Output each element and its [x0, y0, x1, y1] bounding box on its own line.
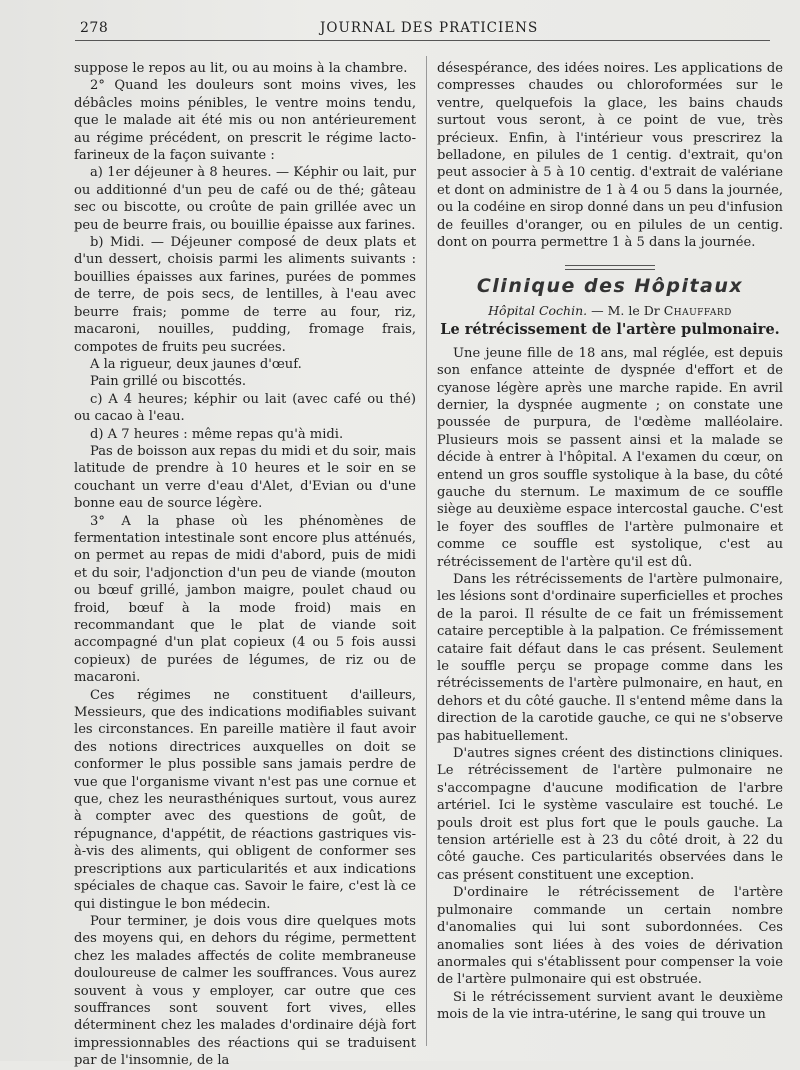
- paragraph: Pour terminer, je dois vous dire quelques mots des moyens qui, en dehors du régime, permettent chez les malades affectés de colite membraneuse douloureuse de calmer les souffrances. Vous aurez souvent à vous y employer, car outre que ces souffrances sont souvent fort vives, elles déterminent chez les malades d'ordinaire déjà fort impressionnables des réactions qui se traduisent par de l'insomnie, de la: [74, 913, 416, 1069]
- paragraph: a) 1er déjeuner à 8 heures. — Képhir ou lait, pur ou additionné d'un peu de café ou de thé; gâteau sec ou biscotte, ou croûte de pain grillée avec un peu de beurre frais, ou bouillie épaisse aux farines.: [74, 165, 416, 233]
- byline-text: — M. le Dr: [587, 302, 664, 318]
- paragraph: Dans les rétrécissements de l'artère pulmonaire, les lésions sont d'ordinaire superficielles et proches de la paroi. Il résulte de ce fait un frémissement cataire perceptible à la palpation. Ce frémissement cataire fait défaut dans le cas présent. Seulement le souffle perçu se propage comme dans les rétrécissements de l'artère pulmonaire, en haut, en dehors et du côté gauche. Il s'entend même dans la direction de la carotide gauche, ce qui ne s'observe pas habituellement.: [437, 571, 783, 744]
- section-title: Clinique des Hôpitaux: [476, 275, 744, 298]
- paragraph: 3° A la phase où les phénomènes de fermentation intestinale sont encore plus atténués, on permet au repas de midi d'abord, puis de midi et du soir, l'adjonction d'un peu de viande (mouton ou bœuf grillé, jambon maigre, poulet chaud ou froid, bœuf à la mode froid) mais en recommandant que le plat de viande soit accompagné d'un plat copieux (4 ou 5 fois aussi copieux) de purées de légumes, de riz ou de macaroni.: [74, 513, 416, 686]
- header-rule: [75, 40, 770, 41]
- left-column: [74, 60, 416, 1070]
- paragraph: Pas de boisson aux repas du midi et du soir, mais latitude de prendre à 10 heures et le soir en se couchant un verre d'eau d'Alet, d'Evian ou d'une bonne eau de source légère.: [74, 443, 416, 512]
- right-column: [437, 60, 783, 1024]
- paragraph: Si le rétrécissement survient avant le deuxième mois de la vie intra-utérine, le sang qui trouve un: [437, 989, 783, 1023]
- byline-author: Chauffard: [663, 302, 732, 318]
- column-divider: [426, 56, 427, 1046]
- paragraph: A la rigueur, deux jaunes d'œuf.: [90, 356, 302, 372]
- byline-hospital: Hôpital Cochin.: [488, 302, 588, 318]
- paragraph: Une jeune fille de 18 ans, mal réglée, est depuis son enfance atteinte de dyspnée d'effort et de cyanose légère après une marche rapide. En avril dernier, la dyspnée augmente ; on constate une poussée de purpura, de l'œdème malléolaire. Plusieurs mois se passent ainsi et la malade se décide à entrer à l'hôpital. A l'examen du cœur, on entend un gros souffle systolique à la base, du côté gauche du sternum. Le maximum de ce souffle siège au deuxième espace intercostal gauche. C'est le foyer des souffles de l'artère pulmonaire et comme ce souffle est systolique, c'est au rétrécissement de l'artère qu'il est dû.: [437, 345, 783, 570]
- paragraph: d) A 7 heures : même repas qu'à midi.: [90, 426, 344, 442]
- paragraph: Ces régimes ne constituent d'ailleurs, Messieurs, que des indications modifiables suivant les circonstances. En pareille matière il faut avoir des notions directrices auxquelles on doit se conformer le plus possible sans jamais perdre de vue que l'organisme vivant n'est pas une cornue et que, chez les neurasthéniques surtout, vous aurez à compter avec des questions de goût, de répugnance, d'appétit, de réactions gastriques vis-à-vis des aliments, qui obligent de conformer ses prescriptions aux particularités et aux indications spéciales de chaque cas. Savoir le faire, c'est là ce qui distingue le bon médecin.: [74, 687, 416, 912]
- paragraph: D'autres signes créent des distinctions cliniques. Le rétrécissement de l'artère pulmonaire ne s'accompagne d'aucune modification de l'arbre artériel. Ici le système vasculaire est touché. Le pouls droit est plus fort que le pouls gauche. La tension artérielle est à 23 du côté droit, à 22 du côté gauche. Ces particularités observées dans le cas présent constituent une exception.: [437, 746, 783, 883]
- running-head: JOURNAL DES PRATICIENS: [320, 20, 539, 36]
- page-number: 278: [80, 20, 109, 36]
- paragraph: D'ordinaire le rétrécissement de l'artère pulmonaire commande un certain nombre d'anomalies qui lui sont subordonnées. Ces anomalies sont liées à des voies de dérivation anormales qui s'établissent pour compenser la voie de l'artère pulmonaire qui est obstruée.: [437, 885, 783, 988]
- article-title: Le rétrécissement de l'artère pulmonaire.: [440, 321, 780, 339]
- article-byline: [437, 302, 783, 319]
- paragraph: désespérance, des idées noires. Les applications de compresses chaudes ou chloroformées sur le ventre, quelquefois la glace, les bains chauds surtout vous seront, à ce point de vue, très précieux. Enfin, à l'intérieur vous prescrirez la belladone, en pilules de 1 centig. d'extrait, qu'on peut associer à 5 à 10 centig. d'extrait de valériane et dont on administre de 1 à 4 ou 5 dans la journée, ou la codéine en sirop donné dans un peu d'infusion de feuilles d'oranger, ou en pilules de un centig. dont on pourra permettre 1 à 5 dans la journée.: [437, 61, 783, 251]
- section-rule: [565, 265, 655, 270]
- paragraph: Pain grillé ou biscottés.: [90, 374, 247, 390]
- paragraph: b) Midi. — Déjeuner composé de deux plats et d'un dessert, choisis parmi les aliments suivants : bouillies épaisses aux farines, purées de pommes de terre, de pois secs, de lentilles, à l'eau avec beurre frais; pomme de terre au four, riz, macaroni, nouilles, pudding, fromage frais, compotes de fruits peu sucrées.: [74, 235, 416, 355]
- paragraph: c) A 4 heures; képhir ou lait (avec café ou thé) ou cacao à l'eau.: [74, 391, 416, 425]
- paragraph: 2° Quand les douleurs sont moins vives, les débâcles moins pénibles, le ventre moins tendu, que le malade ait été mis ou non antérieurement au régime précédent, on prescrit le régime lacto-farineux de la façon suivante :: [74, 78, 416, 164]
- paragraph: suppose le repos au lit, ou au moins à la chambre.: [74, 61, 408, 76]
